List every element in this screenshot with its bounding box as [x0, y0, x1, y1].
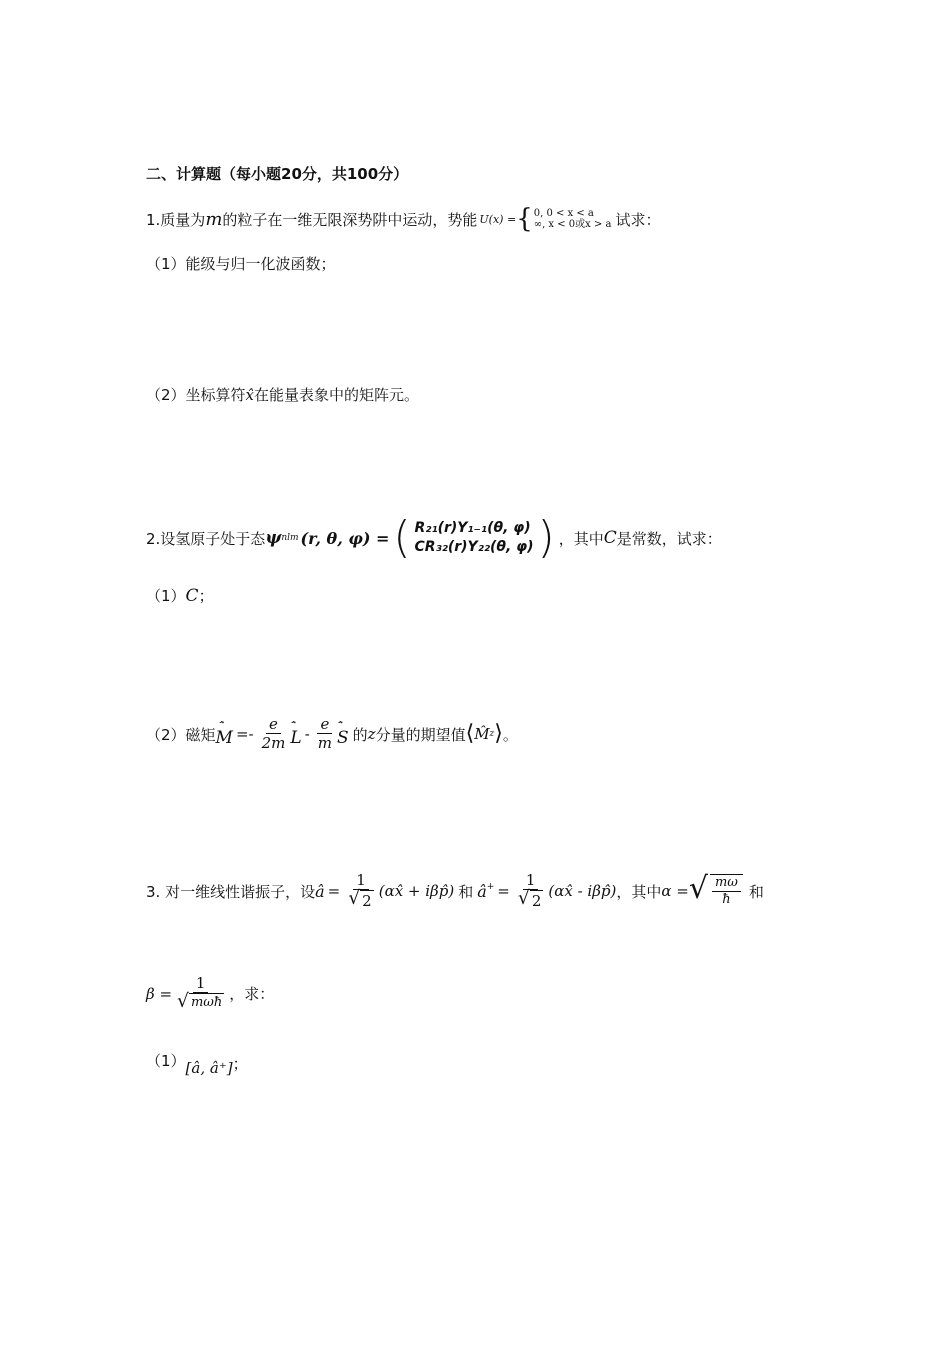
left-angle-icon: ⟨	[465, 721, 475, 747]
q2-mz: M̂	[474, 725, 490, 744]
q3-beta: β =	[146, 984, 173, 1003]
q3-beta-line	[146, 975, 274, 1012]
q3-sub-1-text-a: （1）	[146, 1052, 186, 1070]
q2-sub-2-text-d: 。	[502, 725, 518, 744]
q3-frac-2-den	[515, 890, 547, 910]
q3-text-b: ，其中	[616, 882, 662, 901]
q2-s-vector	[337, 723, 349, 749]
q2-minus: -	[304, 725, 310, 744]
q3-frac-2	[515, 872, 547, 910]
q2-m-symbol: M	[215, 728, 233, 749]
q3-beta-den-wrap	[174, 993, 227, 1012]
q2-frac-2	[315, 716, 335, 752]
q2-l-vector	[290, 723, 302, 749]
q3-sub-1-text-b: ；	[232, 1055, 248, 1073]
q2-sub-2-text-a: （2）磁矩	[146, 725, 216, 744]
q3-beta-den: mωħ	[190, 995, 223, 1011]
q2-psi-sub: nlm	[281, 533, 299, 543]
q2-text-c: 是常数，试求：	[616, 529, 722, 548]
q3-eq-2: =	[497, 882, 510, 901]
sqrt-icon: √	[517, 888, 530, 910]
q3-sqrt2-b: 2	[531, 892, 542, 911]
q1-potential-cases	[516, 206, 611, 232]
q2-sub-1-var: C	[185, 585, 199, 606]
left-paren-icon: (	[393, 512, 411, 563]
q3-dag: +	[486, 882, 495, 892]
q1-text-a: 1.质量为	[146, 210, 206, 229]
q2-sub-2-text-c: 分量的期望值	[375, 725, 466, 744]
q2-row-1: R₂₁(r)Y₁₋₁(θ, φ)	[414, 520, 531, 537]
q2-sub-1-text-a: （1）	[146, 587, 186, 605]
q1-text-b: 的粒子在一维无限深势阱中运动，势能	[222, 210, 478, 229]
section-title	[146, 163, 408, 184]
q2-eq: =-	[235, 725, 254, 744]
question-1	[146, 206, 661, 232]
q2-row-2: CR₃₂(r)Y₂₂(θ, φ)	[414, 539, 534, 555]
q3-alpha: α =	[661, 882, 689, 901]
q3-frac-1-den	[345, 890, 377, 910]
q3-sub-1	[146, 1050, 248, 1077]
q3-text-c: ，求：	[229, 985, 275, 1003]
q3-and-2: 和	[748, 882, 764, 901]
right-angle-icon: ⟩	[494, 721, 503, 747]
q3-a-dag: â	[477, 881, 487, 901]
question-2	[146, 512, 722, 563]
section-title-text: 二、计算题（每小题20分，共100分）	[146, 165, 409, 183]
q3-paren-2: (αx̂ - iβp̂)	[548, 882, 617, 901]
right-paren-icon: )	[537, 512, 555, 563]
left-brace-icon: {	[516, 204, 533, 234]
q2-moment-vector	[215, 723, 233, 749]
q3-alpha-num: mω	[712, 876, 741, 892]
q2-frac-2-num: e	[317, 716, 332, 734]
q2-sub-2	[146, 716, 518, 752]
sqrt-icon: √	[177, 991, 189, 1013]
q2-var-c: C	[603, 528, 617, 548]
q2-var-z: z	[367, 725, 376, 744]
q2-state-vector	[393, 512, 555, 563]
q3-alpha-sqrt	[688, 871, 745, 908]
q3-paren-1: (αx̂ + iβp̂)	[378, 882, 455, 901]
q2-sub-1	[146, 585, 214, 606]
q1-case-1: 0, 0 < x < a	[533, 208, 594, 219]
q3-frac-1	[345, 872, 377, 910]
q3-eq-1: =	[327, 882, 341, 901]
q2-frac-1	[259, 716, 289, 752]
question-3	[146, 872, 764, 910]
q2-frac-2-den: m	[317, 734, 332, 753]
q3-sqrt2: 2	[362, 892, 372, 911]
q3-a-hat: â	[315, 881, 325, 901]
q3-alpha-den: ħ	[722, 892, 731, 908]
q3-frac-1-num: 1	[353, 872, 369, 890]
q3-commutator: [â, â⁺]	[185, 1059, 233, 1077]
q3-and-1: 和	[458, 882, 474, 901]
q1-sub-2-operator: x̂	[245, 385, 255, 404]
q2-sub-1-text-b: ；	[198, 587, 214, 605]
q1-text-c: 试求：	[615, 210, 661, 229]
q3-alpha-frac	[710, 874, 743, 908]
q2-text-a: 2.设氢原子处于态	[146, 529, 266, 548]
q1-potential-lhs: U(x) =	[479, 212, 517, 226]
q2-text-b: ，其中	[558, 529, 604, 548]
q2-frac-1-den: 2m	[261, 734, 286, 753]
q2-psi: ψ	[265, 528, 282, 548]
q2-mz-sub: z	[489, 729, 495, 740]
q2-s-symbol: S	[337, 728, 349, 749]
q1-sub-1	[146, 253, 336, 274]
q3-text-a: 3. 对一维线性谐振子，设	[146, 882, 316, 901]
q1-var-m: m	[205, 208, 223, 230]
q1-sub-2-text-a: （2）坐标算符	[146, 386, 246, 404]
q3-beta-num: 1	[193, 975, 209, 993]
sqrt-icon: √	[688, 871, 708, 907]
q1-sub-2	[146, 384, 419, 405]
q3-frac-2-num: 1	[523, 872, 539, 890]
q2-frac-1-num: e	[266, 716, 281, 734]
sqrt-icon: √	[348, 888, 361, 910]
q1-case-2: ∞, x < 0或x > a	[533, 219, 612, 230]
q2-psi-args: (r, θ, φ) =	[300, 528, 390, 548]
q3-beta-frac	[174, 975, 227, 1012]
q2-sub-2-text-b: 的	[352, 725, 368, 744]
q2-l-symbol: L	[290, 728, 302, 749]
q1-sub-1-text: （1）能级与归一化波函数；	[146, 255, 336, 273]
q1-sub-2-text-b: 在能量表象中的矩阵元。	[254, 386, 420, 404]
